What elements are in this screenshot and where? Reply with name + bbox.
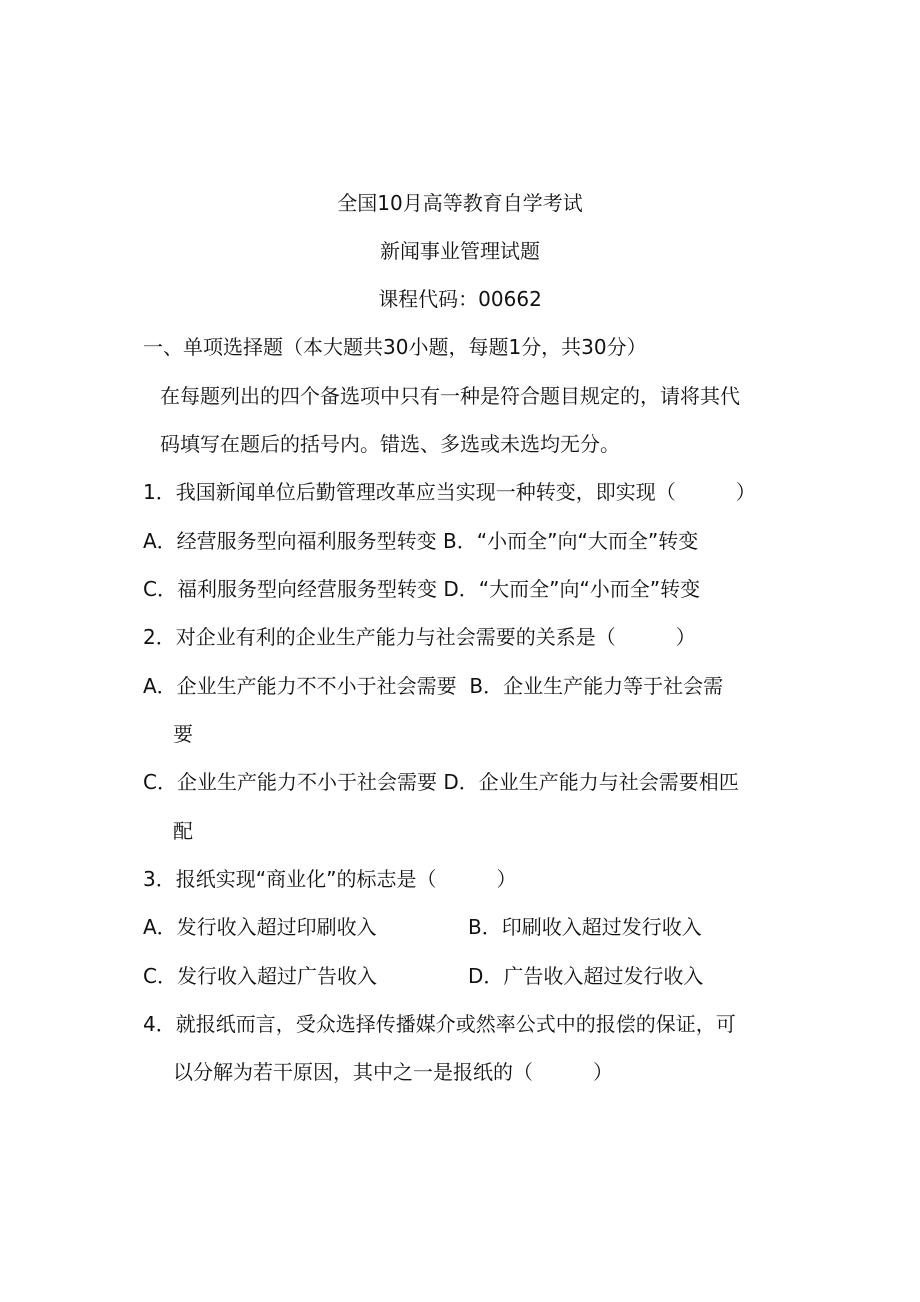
question-2-options-row-2: C．企业生产能力不小于社会需要 D．企业生产能力与社会需要相匹 — [143, 770, 739, 794]
question-2-stem: 2．对企业有利的企业生产能力与社会需要的关系是（ ） — [143, 625, 696, 649]
question-4-stem-line-1: 4．就报纸而言，受众选择传播媒介或然率公式中的报偿的保证，可 — [143, 1012, 736, 1036]
exam-title: 全国10月高等教育自学考试 — [337, 191, 583, 215]
subject-title: 新闻事业管理试题 — [380, 239, 540, 263]
question-2-options-row-2-cont: 配 — [173, 819, 193, 843]
question-1-options-row-2: C．福利服务型向经营服务型转变 D．“大而全”向“小而全”转变 — [143, 577, 701, 601]
question-3-option-d: D．广告收入超过发行收入 — [468, 964, 704, 988]
question-4-stem-line-2: 以分解为若干原因，其中之一是报纸的（ ） — [173, 1060, 613, 1084]
question-3-option-b: B．印刷收入超过发行收入 — [468, 915, 702, 939]
question-2-options-row-1-cont: 要 — [173, 722, 193, 746]
question-1-options-row-1: A．经营服务型向福利服务型转变 B．“小而全”向“大而全”转变 — [143, 529, 699, 553]
section-heading: 一、单项选择题（本大题共30小题，每题1分，共30分） — [143, 335, 647, 359]
instruction-line-2: 码填写在题后的括号内。错选、多选或未选均无分。 — [160, 432, 620, 456]
question-1-stem: 1．我国新闻单位后勤管理改革应当实现一种转变，即实现（ ） — [143, 480, 756, 504]
question-3-stem: 3．报纸实现“商业化”的标志是（ ） — [143, 867, 517, 891]
course-code: 课程代码：00662 — [378, 287, 542, 311]
question-3-option-c: C．发行收入超过广告收入 — [143, 964, 377, 988]
question-3-option-a: A．发行收入超过印刷收入 — [143, 915, 377, 939]
instruction-line-1: 在每题列出的四个备选项中只有一种是符合题目规定的，请将其代 — [160, 384, 740, 408]
question-2-options-row-1: A．企业生产能力不不小于社会需要 B．企业生产能力等于社会需 — [143, 674, 724, 698]
